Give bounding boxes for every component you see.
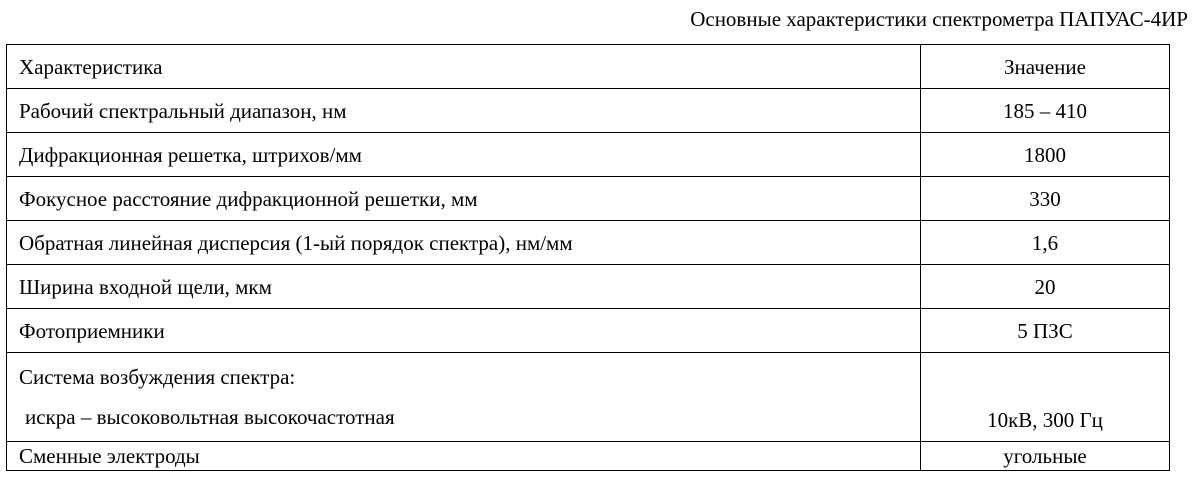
table-row	[7, 89, 1170, 133]
row-value: 1,6	[921, 221, 1170, 265]
electrodes-row	[7, 442, 1170, 471]
table-row	[7, 133, 1170, 177]
row-label: Дифракционная решетка, штрихов/мм	[7, 133, 921, 177]
table-row	[7, 265, 1170, 309]
table-row	[7, 309, 1170, 353]
column-header-characteristic: Характеристика	[7, 45, 921, 89]
table-header-row	[7, 45, 1170, 89]
specifications-table	[6, 44, 1170, 471]
excitation-system-row	[7, 353, 1170, 442]
row-label: Фокусное расстояние дифракционной решетки, мм	[7, 177, 921, 221]
table-row	[7, 221, 1170, 265]
excitation-system-value: 10кВ, 300 Гц	[921, 353, 1170, 442]
column-header-value: Значение	[921, 45, 1170, 89]
excitation-system-label: Система возбуждения спектра:	[19, 365, 296, 389]
electrodes-value: угольные	[921, 442, 1170, 471]
table-row	[7, 177, 1170, 221]
electrodes-label: Сменные электроды	[7, 442, 921, 471]
row-value: 20	[921, 265, 1170, 309]
row-value: 5 ПЗС	[921, 309, 1170, 353]
row-value: 185 – 410	[921, 89, 1170, 133]
row-label: Фотоприемники	[7, 309, 921, 353]
row-value: 330	[921, 177, 1170, 221]
table-caption: Основные характеристики спектрометра ПАПУАС-4ИР	[690, 7, 1188, 31]
excitation-system-cell	[7, 353, 921, 442]
row-label: Рабочий спектральный диапазон, нм	[7, 89, 921, 133]
row-label: Обратная линейная дисперсия (1-ый порядок спектра), нм/мм	[7, 221, 921, 265]
row-value: 1800	[921, 133, 1170, 177]
row-label: Ширина входной щели, мкм	[7, 265, 921, 309]
excitation-spark-label: искра – высоковольтная высокочастотная	[25, 405, 395, 429]
